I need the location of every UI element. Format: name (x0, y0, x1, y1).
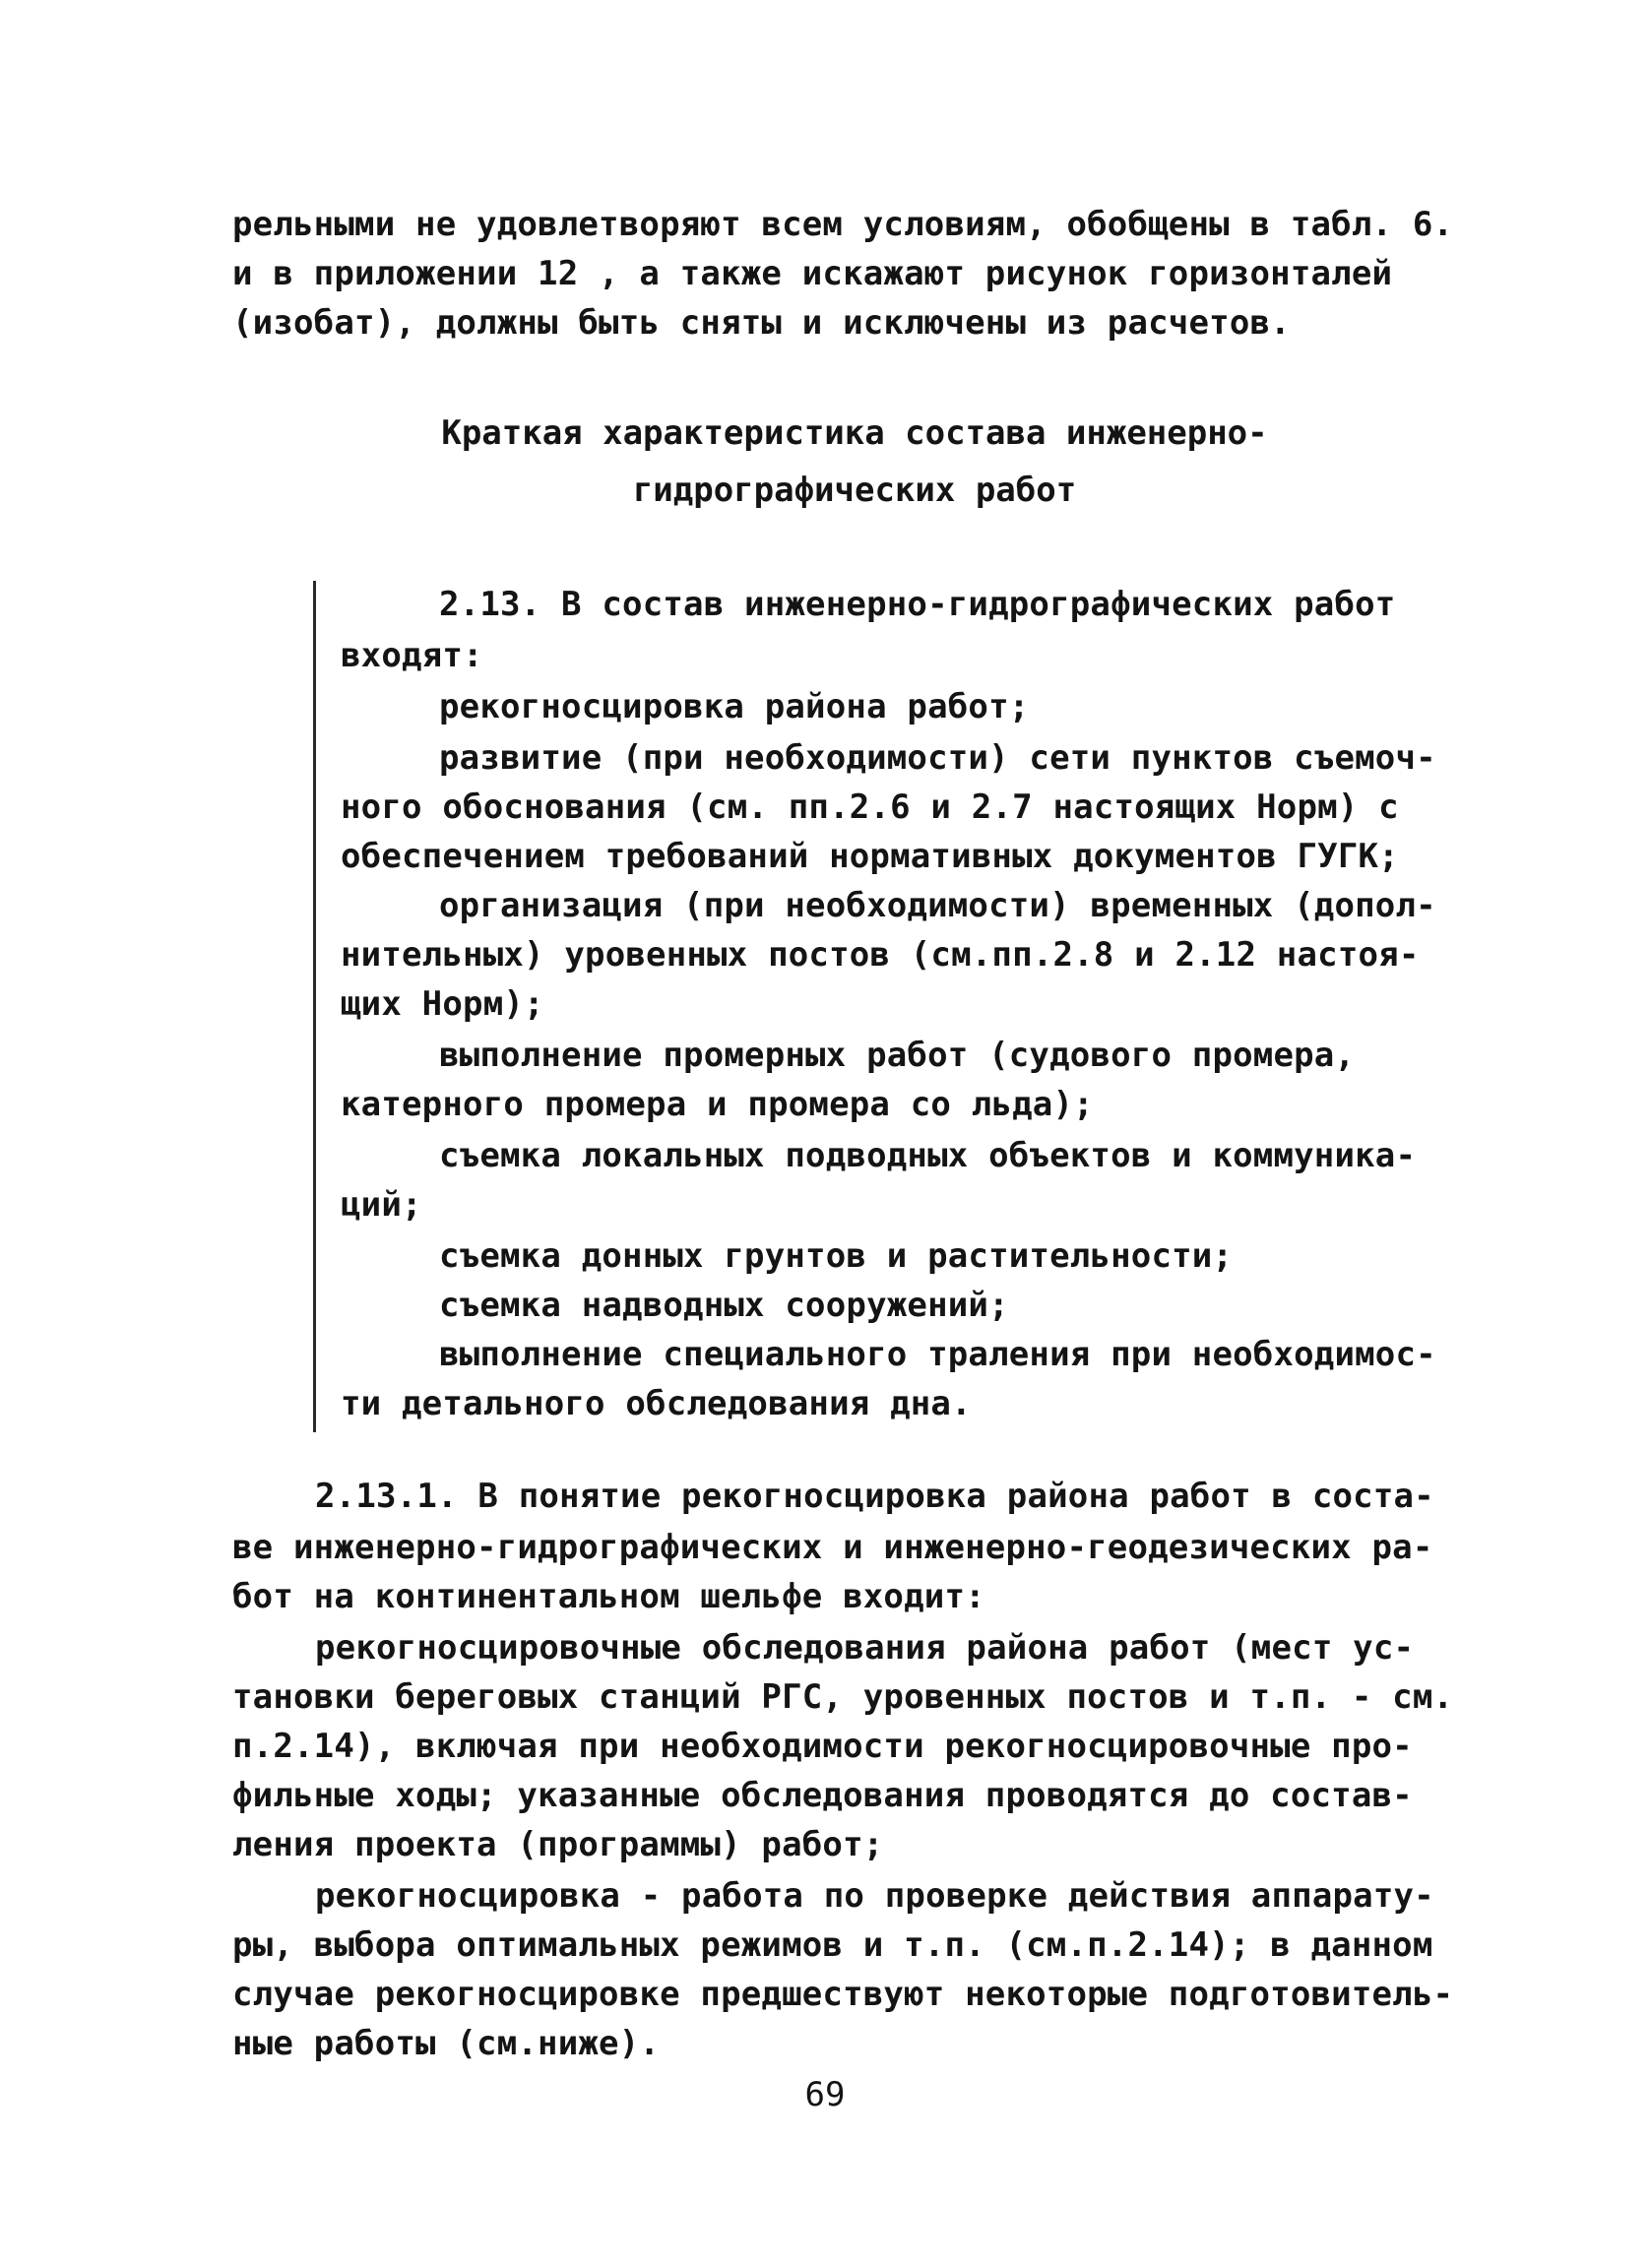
section-2-13-1-line: бот на континентальном шельфе входит: (232, 1577, 985, 1616)
section-2-13-1-line: ве инженерно-гидрографических и инженерно-геодезических ра- (232, 1528, 1433, 1567)
section-2-13-line: съемка донных грунтов и растительности; (439, 1236, 1234, 1276)
section-2-13-line: ций; (341, 1185, 422, 1225)
section-2-13-line: выполнение промерных работ (судового промера, (439, 1036, 1356, 1075)
section-2-13-line: съемка надводных сооружений; (439, 1286, 1009, 1325)
section-2-13-1-line: п.2.14), включая при необходимости рекогносцировочные про- (232, 1727, 1413, 1766)
section-2-13-line: 2.13. В состав инженерно-гидрографических работ (439, 585, 1396, 624)
section-2-13-line: щих Норм); (341, 984, 544, 1024)
section-2-13-line: нительных) уровенных постов (см.пп.2.8 и 2.12 настоя- (341, 935, 1420, 975)
section-2-13-line: ти детального обследования дна. (341, 1384, 972, 1423)
section-2-13-line: рекогносцировка района работ; (439, 687, 1030, 726)
section-2-13-1-line: фильные ходы; указанные обследования проводятся до состав- (232, 1776, 1413, 1815)
section-2-13-1-line: ры, выбора оптимальных режимов и т.п. (см.п.2.14); в данном (232, 1925, 1433, 1965)
intro-line: (изобат), должны быть сняты и исключены из расчетов. (232, 303, 1291, 343)
section-2-13-line: съемка локальных подводных объектов и коммуника- (439, 1136, 1417, 1175)
section-2-13-line: организация (при необходимости) временных (допол- (439, 886, 1436, 925)
section-2-13-1-line: ные работы (см.ниже). (232, 2024, 661, 2063)
section-heading-line: гидрографических работ (632, 471, 1077, 510)
section-heading-line: Краткая характеристика состава инженерно- (441, 413, 1268, 453)
section-2-13-line: выполнение специального траления при необходимос- (439, 1335, 1436, 1374)
section-2-13-line: катерного промера и промера со льда); (341, 1085, 1094, 1124)
section-2-13-line: входят: (341, 636, 483, 675)
section-2-13-1-line: рекогносцировочные обследования района работ (мест ус- (315, 1628, 1415, 1668)
section-2-13-1-line: случае рекогносцировке предшествуют некоторые подготовитель- (232, 1975, 1454, 2014)
intro-line: рельными не удовлетворяют всем условиям, обобщены в табл. 6. (232, 205, 1454, 244)
section-2-13-1-line: 2.13.1. В понятие рекогносцировка района работ в соста- (315, 1477, 1434, 1516)
section-2-13-1-line: тановки береговых станций РГС, уровенных постов и т.п. - см. (232, 1677, 1454, 1717)
section-2-13-1-line: рекогносцировка - работа по проверке действия аппарату- (315, 1876, 1434, 1916)
section-2-13-line: ного обоснования (см. пп.2.6 и 2.7 настоящих Норм) с (341, 788, 1399, 827)
margin-change-bar (313, 581, 316, 1432)
section-2-13-line: развитие (при необходимости) сети пунктов съемоч- (439, 738, 1436, 778)
section-2-13-1-line: ления проекта (программы) работ; (232, 1825, 884, 1864)
page-number: 69 (804, 2075, 846, 2114)
section-2-13-line: обеспечением требований нормативных документов ГУГК; (341, 837, 1399, 876)
intro-line: и в приложении 12 , а также искажают рисунок горизонталей (232, 254, 1393, 293)
